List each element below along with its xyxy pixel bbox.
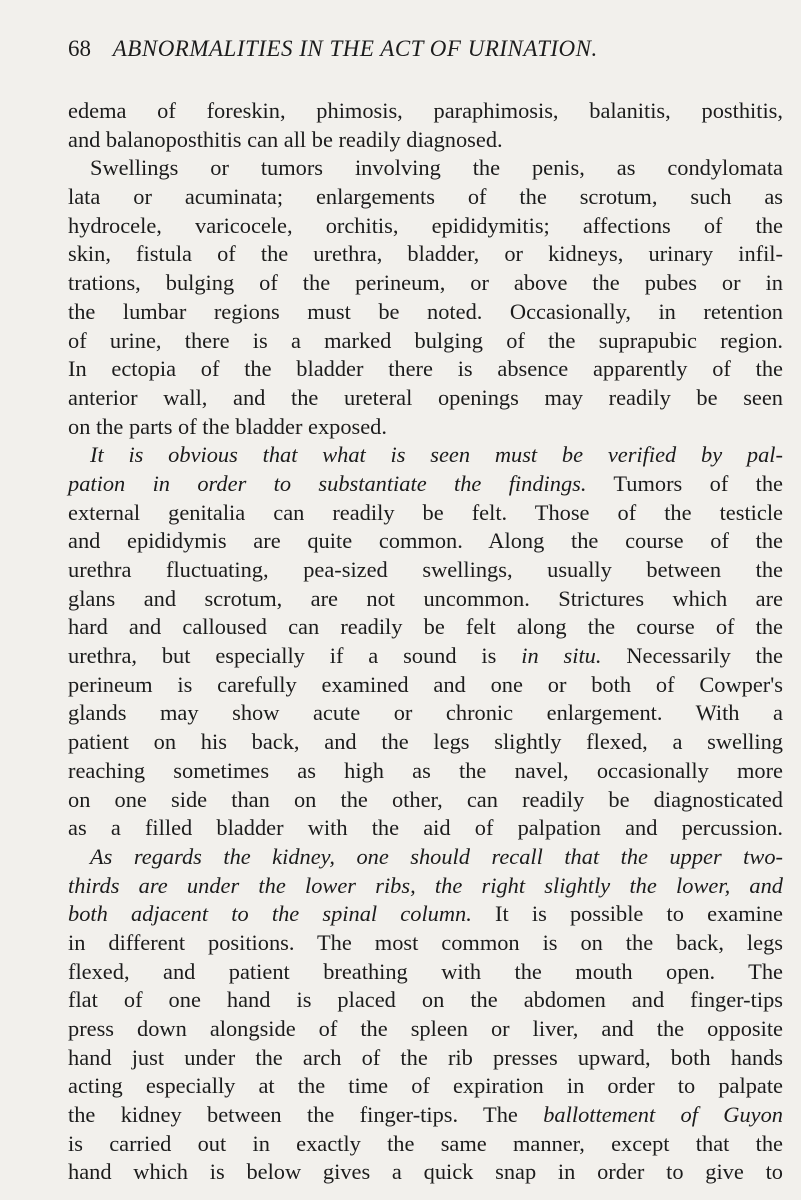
text-run: edema of foreskin, phimosis, paraphimosis, balanitis, posthitis, [68,98,783,123]
text-line [68,786,783,815]
text-line [68,154,783,183]
text-run: It is possible to examine [471,901,783,927]
text-run: acting especially at the time of expiration in order to palpate [68,1073,783,1099]
text-line [68,843,783,872]
text-run: In ectopia of the bladder there is absence apparently of the [68,356,783,382]
text-run: skin, fistula of the urethra, bladder, or kidneys, urinary infil- [68,241,783,267]
text-line [68,1044,783,1073]
text-line [68,269,783,298]
text-line [68,814,783,843]
text-line [68,642,783,671]
running-title: ABNORMALITIES IN THE ACT OF URINATION. [112,36,598,61]
text-line [68,1015,783,1044]
italic-text: in situ. [521,643,602,669]
text-line [68,298,783,327]
text-run: perineum is carefully examined and one or both of Cowper's [68,671,783,697]
text-line [68,1158,783,1187]
italic-text: It is obvious that what is seen must be verified by pal- [90,442,783,468]
text-run: trations, bulging of the perineum, or above the pubes or in [68,270,783,296]
text-line [68,126,783,155]
italic-text: As regards the kidney, one should recall that the upper two- [90,843,783,869]
text-line [68,384,783,413]
text-line [68,470,783,499]
text-run: hydrocele, varicocele, orchitis, epididymitis; affections of the [68,212,783,238]
text-run: on the parts of the bladder exposed. [68,413,387,439]
text-line [68,527,783,556]
text-run: reaching sometimes as high as the navel, occasionally more [68,757,783,783]
text-line [68,929,783,958]
text-line [68,872,783,901]
text-line [68,585,783,614]
text-run: hand which is below gives a quick snap in order to give to [68,1159,783,1185]
text-line [68,327,783,356]
text-run: and epididymis are quite common. Along the course of the [68,528,783,554]
text-run: hard and calloused can readily be felt along the course of the [68,614,783,640]
text-line [68,728,783,757]
text-line [68,183,783,212]
text-run: urethra, but especially if a sound is [68,643,522,669]
text-run: press down alongside of the spleen or liver, and the opposite [68,1016,783,1041]
text-line [68,97,783,126]
text-run: glands may show acute or chronic enlargement. With a [68,700,783,726]
text-line [68,556,783,585]
text-run: of urine, there is a marked bulging of the suprapubic region. [68,327,783,353]
text-line [68,1130,783,1159]
text-line [68,699,783,728]
text-run: glans and scrotum, are not uncommon. Strictures which are [68,585,783,611]
text-run: flexed, and patient breathing with the mouth open. The [68,958,783,984]
italic-text: thirds are under the lower ribs, the right slightly the lower, and [68,872,783,898]
text-line [68,958,783,987]
text-run: external genitalia can readily be felt. Those of the testicle [68,499,783,525]
text-run: on one side than on the other, can readily be diagnosticated [68,786,783,812]
text-run: urethra fluctuating, pea-sized swellings, usually between the [68,557,783,582]
italic-text: both adjacent to the spinal column. [68,901,472,927]
text-run: flat of one hand is placed on the abdomen and finger-tips [68,987,783,1013]
text-run: in different positions. The most common is on the back, legs [68,929,783,955]
text-line [68,212,783,241]
text-line [68,240,783,269]
text-run: anterior wall, and the ureteral openings may readily be seen [68,384,783,410]
text-run: the kidney between the finger-tips. The [68,1102,544,1128]
text-line [68,355,783,384]
body-text [68,97,783,1187]
text-run: Swellings or tumors involving the penis, as condylomata [90,155,783,181]
running-header [68,36,783,62]
text-run: is carried out in exactly the same manner, except that the [68,1130,783,1156]
text-line [68,986,783,1015]
text-run: as a filled bladder with the aid of palpation and percussion. [68,815,783,841]
page-number: 68 [68,36,91,61]
text-line [68,757,783,786]
text-run: lata or acuminata; enlargements of the scrotum, such as [68,184,783,210]
text-line [68,671,783,700]
text-line [68,499,783,528]
text-line [68,413,783,442]
text-run: patient on his back, and the legs slightly flexed, a swelling [68,729,783,755]
text-run: hand just under the arch of the rib presses upward, both hands [68,1044,783,1070]
text-run: the lumbar regions must be noted. Occasionally, in retention [68,298,783,324]
text-line [68,900,783,929]
italic-text: ballottement of Guyon [543,1102,783,1128]
text-run: Tumors of the [586,470,783,496]
text-line [68,613,783,642]
text-line [68,441,783,470]
text-run: Necessarily the [601,643,783,669]
italic-text: pation in order to substantiate the findings. [68,470,587,496]
text-line [68,1101,783,1130]
text-line [68,1072,783,1101]
text-run: and balanoposthitis can all be readily diagnosed. [68,126,503,152]
